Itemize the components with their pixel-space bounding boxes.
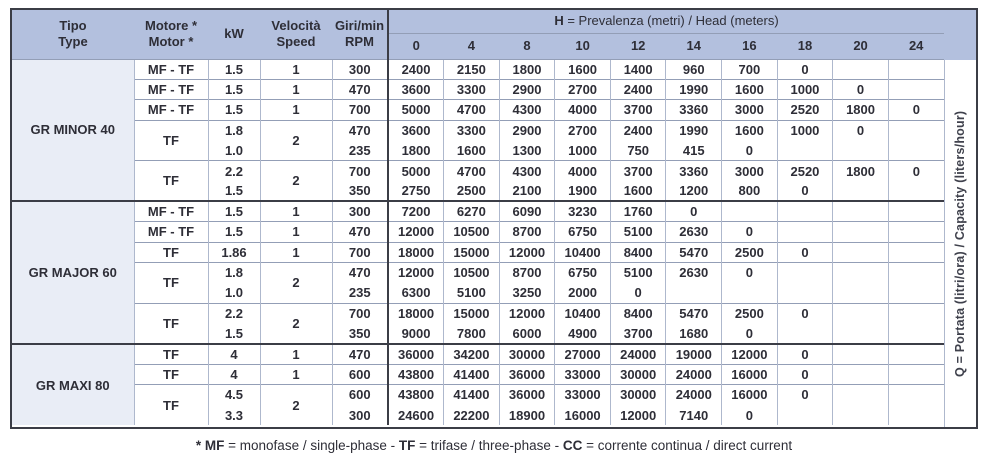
capacity-cell: 1680 bbox=[666, 323, 722, 343]
capacity-cell: 30000 bbox=[610, 385, 666, 405]
table-row bbox=[12, 222, 944, 242]
capacity-cell bbox=[666, 283, 722, 303]
capacity-cell: 33000 bbox=[555, 364, 611, 384]
capacity-cell: 1300 bbox=[499, 140, 555, 160]
kw-cell: 2.2 bbox=[208, 303, 260, 323]
motor-cell: TF bbox=[134, 242, 208, 262]
capacity-cell: 0 bbox=[722, 140, 778, 160]
capacity-cell: 6750 bbox=[555, 262, 611, 282]
kw-cell: 1.8 bbox=[208, 120, 260, 140]
head-title: H = Prevalenza (metri) / Head (meters) bbox=[388, 10, 944, 33]
head-h-12: 12 bbox=[610, 33, 666, 59]
capacity-cell: 2100 bbox=[499, 181, 555, 201]
capacity-cell: 12000 bbox=[722, 344, 778, 364]
capacity-cell bbox=[833, 59, 889, 79]
capacity-cell: 2500 bbox=[722, 303, 778, 323]
capacity-cell: 1900 bbox=[555, 181, 611, 201]
kw-cell: 4.5 bbox=[208, 385, 260, 405]
table-row bbox=[12, 79, 944, 99]
capacity-cell: 10500 bbox=[444, 262, 500, 282]
speed-cell: 1 bbox=[260, 222, 332, 242]
motor-cell: TF bbox=[134, 385, 208, 426]
capacity-cell bbox=[833, 344, 889, 364]
capacity-cell: 4000 bbox=[555, 161, 611, 181]
capacity-cell: 1760 bbox=[610, 201, 666, 221]
capacity-cell: 1800 bbox=[833, 100, 889, 120]
capacity-cell: 6750 bbox=[555, 222, 611, 242]
capacity-cell bbox=[888, 120, 944, 140]
capacity-cell: 16000 bbox=[555, 405, 611, 425]
rpm-cell: 350 bbox=[332, 323, 388, 343]
capacity-cell: 36000 bbox=[499, 385, 555, 405]
capacity-cell: 2000 bbox=[555, 283, 611, 303]
speed-cell: 2 bbox=[260, 262, 332, 303]
capacity-cell bbox=[888, 303, 944, 323]
capacity-cell: 0 bbox=[722, 323, 778, 343]
capacity-cell bbox=[833, 140, 889, 160]
capacity-cell: 34200 bbox=[444, 344, 500, 364]
head-h-10: 10 bbox=[555, 33, 611, 59]
capacity-cell: 1000 bbox=[555, 140, 611, 160]
q-capacity-axis-label: Q = Portata (litri/ora) / Capacity (liters/hour) bbox=[953, 110, 967, 377]
capacity-cell: 1600 bbox=[722, 79, 778, 99]
capacity-cell: 415 bbox=[666, 140, 722, 160]
capacity-cell: 5470 bbox=[666, 303, 722, 323]
capacity-cell: 2900 bbox=[499, 79, 555, 99]
capacity-cell: 3600 bbox=[388, 79, 444, 99]
capacity-cell: 2630 bbox=[666, 262, 722, 282]
motor-cell: TF bbox=[134, 161, 208, 202]
capacity-cell: 7200 bbox=[388, 201, 444, 221]
capacity-cell: 4300 bbox=[499, 161, 555, 181]
capacity-cell bbox=[833, 405, 889, 425]
capacity-cell: 2500 bbox=[722, 242, 778, 262]
capacity-cell: 0 bbox=[777, 385, 833, 405]
column-header-velocita: Velocità Speed bbox=[260, 10, 332, 59]
capacity-cell: 2700 bbox=[555, 79, 611, 99]
capacity-cell: 16000 bbox=[722, 364, 778, 384]
speed-cell: 2 bbox=[260, 161, 332, 202]
table-row bbox=[12, 344, 944, 364]
head-h-4: 4 bbox=[444, 33, 500, 59]
capacity-cell: 1000 bbox=[777, 120, 833, 140]
capacity-cell: 8400 bbox=[610, 242, 666, 262]
capacity-cell: 4300 bbox=[499, 100, 555, 120]
table-header bbox=[12, 10, 944, 59]
capacity-cell: 7800 bbox=[444, 323, 500, 343]
capacity-cell bbox=[777, 222, 833, 242]
kw-cell: 1.0 bbox=[208, 283, 260, 303]
rpm-cell: 700 bbox=[332, 161, 388, 181]
capacity-cell bbox=[833, 364, 889, 384]
head-h-24: 24 bbox=[888, 33, 944, 59]
capacity-cell: 0 bbox=[777, 242, 833, 262]
speed-cell: 1 bbox=[260, 364, 332, 384]
capacity-cell bbox=[777, 405, 833, 425]
column-header-giri: Giri/min RPM bbox=[332, 10, 388, 59]
rpm-cell: 700 bbox=[332, 303, 388, 323]
capacity-cell bbox=[833, 385, 889, 405]
capacity-cell: 36000 bbox=[388, 344, 444, 364]
motor-cell: MF - TF bbox=[134, 79, 208, 99]
capacity-cell: 0 bbox=[777, 344, 833, 364]
motor-cell: TF bbox=[134, 120, 208, 161]
capacity-cell bbox=[888, 364, 944, 384]
pump-type-cell: GR MAXI 80 bbox=[12, 344, 134, 425]
capacity-cell: 2150 bbox=[444, 59, 500, 79]
kw-cell: 1.0 bbox=[208, 140, 260, 160]
motor-cell: TF bbox=[134, 364, 208, 384]
capacity-cell: 0 bbox=[666, 201, 722, 221]
rpm-cell: 350 bbox=[332, 181, 388, 201]
rpm-cell: 470 bbox=[332, 222, 388, 242]
table-row bbox=[12, 161, 944, 181]
capacity-cell bbox=[888, 385, 944, 405]
capacity-cell: 3000 bbox=[722, 161, 778, 181]
kw-cell: 2.2 bbox=[208, 161, 260, 181]
capacity-cell: 2750 bbox=[388, 181, 444, 201]
capacity-cell bbox=[833, 181, 889, 201]
pump-type-cell: GR MINOR 40 bbox=[12, 59, 134, 201]
motor-cell: MF - TF bbox=[134, 222, 208, 242]
speed-cell: 1 bbox=[260, 242, 332, 262]
column-header-kw: kW bbox=[208, 10, 260, 59]
capacity-cell: 1800 bbox=[833, 161, 889, 181]
capacity-cell: 1000 bbox=[777, 79, 833, 99]
capacity-cell: 700 bbox=[722, 59, 778, 79]
capacity-cell bbox=[888, 283, 944, 303]
column-header-tipo: Tipo Type bbox=[12, 10, 134, 59]
table-row bbox=[12, 120, 944, 140]
capacity-cell: 5100 bbox=[610, 262, 666, 282]
capacity-cell bbox=[888, 344, 944, 364]
data-table bbox=[12, 10, 944, 425]
capacity-cell bbox=[722, 283, 778, 303]
capacity-cell: 0 bbox=[777, 181, 833, 201]
capacity-cell: 1600 bbox=[610, 181, 666, 201]
capacity-cell: 24000 bbox=[610, 344, 666, 364]
motor-cell: MF - TF bbox=[134, 201, 208, 221]
speed-cell: 2 bbox=[260, 385, 332, 426]
capacity-cell: 18000 bbox=[388, 242, 444, 262]
capacity-cell: 960 bbox=[666, 59, 722, 79]
rpm-cell: 470 bbox=[332, 79, 388, 99]
capacity-cell: 41400 bbox=[444, 385, 500, 405]
table-row bbox=[12, 59, 944, 79]
capacity-cell: 2400 bbox=[610, 120, 666, 140]
capacity-cell: 8700 bbox=[499, 222, 555, 242]
kw-cell: 1.5 bbox=[208, 201, 260, 221]
capacity-cell: 2500 bbox=[444, 181, 500, 201]
capacity-cell: 5100 bbox=[610, 222, 666, 242]
capacity-cell: 4700 bbox=[444, 100, 500, 120]
head-h-20: 20 bbox=[833, 33, 889, 59]
table-row bbox=[12, 364, 944, 384]
capacity-cell: 9000 bbox=[388, 323, 444, 343]
capacity-cell: 0 bbox=[722, 405, 778, 425]
capacity-cell: 0 bbox=[777, 59, 833, 79]
motor-cell: MF - TF bbox=[134, 100, 208, 120]
capacity-cell bbox=[888, 140, 944, 160]
capacity-cell: 1200 bbox=[666, 181, 722, 201]
capacity-cell: 0 bbox=[833, 79, 889, 99]
rpm-cell: 470 bbox=[332, 262, 388, 282]
motor-cell: TF bbox=[134, 344, 208, 364]
capacity-cell: 41400 bbox=[444, 364, 500, 384]
table-row bbox=[12, 262, 944, 282]
capacity-cell: 0 bbox=[888, 100, 944, 120]
capacity-cell: 0 bbox=[722, 262, 778, 282]
capacity-cell bbox=[888, 262, 944, 282]
kw-cell: 4 bbox=[208, 344, 260, 364]
rpm-cell: 300 bbox=[332, 405, 388, 425]
column-header-motore: Motore * Motor * bbox=[134, 10, 208, 59]
capacity-cell: 3700 bbox=[610, 323, 666, 343]
rpm-cell: 600 bbox=[332, 364, 388, 384]
capacity-cell: 3360 bbox=[666, 161, 722, 181]
motor-cell: MF - TF bbox=[134, 59, 208, 79]
capacity-cell: 2400 bbox=[388, 59, 444, 79]
q-capacity-strip bbox=[944, 10, 976, 427]
capacity-cell bbox=[833, 323, 889, 343]
capacity-cell: 12000 bbox=[388, 262, 444, 282]
speed-cell: 1 bbox=[260, 59, 332, 79]
pump-type-cell: GR MAJOR 60 bbox=[12, 201, 134, 343]
capacity-cell: 36000 bbox=[499, 364, 555, 384]
capacity-cell: 1600 bbox=[555, 59, 611, 79]
capacity-cell: 2400 bbox=[610, 79, 666, 99]
capacity-cell: 3300 bbox=[444, 79, 500, 99]
capacity-cell: 0 bbox=[777, 364, 833, 384]
capacity-cell: 1990 bbox=[666, 79, 722, 99]
capacity-cell bbox=[722, 201, 778, 221]
capacity-cell: 2700 bbox=[555, 120, 611, 140]
capacity-cell bbox=[777, 262, 833, 282]
speed-cell: 2 bbox=[260, 303, 332, 344]
rpm-cell: 470 bbox=[332, 344, 388, 364]
capacity-cell: 30000 bbox=[499, 344, 555, 364]
speed-cell: 2 bbox=[260, 120, 332, 161]
capacity-cell: 800 bbox=[722, 181, 778, 201]
capacity-cell: 24600 bbox=[388, 405, 444, 425]
capacity-cell bbox=[833, 283, 889, 303]
capacity-cell: 6270 bbox=[444, 201, 500, 221]
rpm-cell: 235 bbox=[332, 140, 388, 160]
capacity-cell: 12000 bbox=[499, 242, 555, 262]
capacity-cell: 3300 bbox=[444, 120, 500, 140]
rpm-cell: 300 bbox=[332, 201, 388, 221]
capacity-cell bbox=[777, 140, 833, 160]
capacity-cell: 24000 bbox=[666, 364, 722, 384]
capacity-cell: 0 bbox=[610, 283, 666, 303]
kw-cell: 4 bbox=[208, 364, 260, 384]
capacity-cell: 27000 bbox=[555, 344, 611, 364]
capacity-cell bbox=[888, 222, 944, 242]
capacity-cell: 1600 bbox=[444, 140, 500, 160]
capacity-cell: 1400 bbox=[610, 59, 666, 79]
capacity-cell: 10400 bbox=[555, 303, 611, 323]
capacity-cell bbox=[888, 201, 944, 221]
capacity-cell: 3000 bbox=[722, 100, 778, 120]
capacity-cell: 4700 bbox=[444, 161, 500, 181]
speed-cell: 1 bbox=[260, 344, 332, 364]
capacity-cell: 1990 bbox=[666, 120, 722, 140]
capacity-cell bbox=[888, 79, 944, 99]
table-row bbox=[12, 201, 944, 221]
capacity-cell: 3700 bbox=[610, 100, 666, 120]
speed-cell: 1 bbox=[260, 100, 332, 120]
capacity-cell: 5000 bbox=[388, 100, 444, 120]
capacity-cell bbox=[888, 181, 944, 201]
capacity-cell: 5100 bbox=[444, 283, 500, 303]
capacity-cell bbox=[888, 405, 944, 425]
capacity-cell: 3230 bbox=[555, 201, 611, 221]
capacity-cell: 6000 bbox=[499, 323, 555, 343]
head-h-16: 16 bbox=[722, 33, 778, 59]
capacity-cell: 5000 bbox=[388, 161, 444, 181]
capacity-cell: 16000 bbox=[722, 385, 778, 405]
capacity-cell: 8400 bbox=[610, 303, 666, 323]
kw-cell: 1.86 bbox=[208, 242, 260, 262]
motor-cell: TF bbox=[134, 303, 208, 344]
capacity-cell: 43800 bbox=[388, 385, 444, 405]
speed-cell: 1 bbox=[260, 201, 332, 221]
capacity-cell: 7140 bbox=[666, 405, 722, 425]
kw-cell: 1.5 bbox=[208, 222, 260, 242]
head-h-14: 14 bbox=[666, 33, 722, 59]
capacity-cell: 2520 bbox=[777, 100, 833, 120]
capacity-cell bbox=[888, 323, 944, 343]
capacity-cell: 4000 bbox=[555, 100, 611, 120]
rpm-cell: 700 bbox=[332, 100, 388, 120]
table-row bbox=[12, 100, 944, 120]
head-h-18: 18 bbox=[777, 33, 833, 59]
capacity-cell: 3700 bbox=[610, 161, 666, 181]
table-row bbox=[12, 385, 944, 405]
table-row bbox=[12, 303, 944, 323]
capacity-cell: 24000 bbox=[666, 385, 722, 405]
capacity-cell: 0 bbox=[888, 161, 944, 181]
capacity-cell: 4900 bbox=[555, 323, 611, 343]
capacity-cell: 10400 bbox=[555, 242, 611, 262]
kw-cell: 1.5 bbox=[208, 323, 260, 343]
rpm-cell: 300 bbox=[332, 59, 388, 79]
kw-cell: 1.5 bbox=[208, 181, 260, 201]
capacity-cell: 750 bbox=[610, 140, 666, 160]
rpm-cell: 470 bbox=[332, 120, 388, 140]
capacity-cell bbox=[833, 201, 889, 221]
capacity-cell: 0 bbox=[833, 120, 889, 140]
kw-cell: 1.5 bbox=[208, 59, 260, 79]
capacity-cell: 6300 bbox=[388, 283, 444, 303]
capacity-cell: 1600 bbox=[722, 120, 778, 140]
capacity-cell: 43800 bbox=[388, 364, 444, 384]
rpm-cell: 235 bbox=[332, 283, 388, 303]
capacity-cell bbox=[833, 303, 889, 323]
kw-cell: 1.5 bbox=[208, 79, 260, 99]
capacity-cell: 10500 bbox=[444, 222, 500, 242]
capacity-cell: 22200 bbox=[444, 405, 500, 425]
capacity-cell: 18000 bbox=[388, 303, 444, 323]
capacity-cell bbox=[833, 222, 889, 242]
capacity-cell bbox=[777, 323, 833, 343]
capacity-cell: 12000 bbox=[610, 405, 666, 425]
footnote: * MF = monofase / single-phase - TF = trifase / three-phase - CC = corrente continua / direct current bbox=[195, 438, 793, 453]
capacity-cell: 2520 bbox=[777, 161, 833, 181]
capacity-cell: 3600 bbox=[388, 120, 444, 140]
capacity-cell: 1800 bbox=[499, 59, 555, 79]
pump-head-capacity-table bbox=[10, 8, 978, 429]
capacity-cell: 6090 bbox=[499, 201, 555, 221]
capacity-cell: 8700 bbox=[499, 262, 555, 282]
capacity-cell bbox=[833, 242, 889, 262]
capacity-cell bbox=[777, 201, 833, 221]
capacity-cell: 3250 bbox=[499, 283, 555, 303]
kw-cell: 1.8 bbox=[208, 262, 260, 282]
capacity-cell: 12000 bbox=[388, 222, 444, 242]
table-row bbox=[12, 242, 944, 262]
capacity-cell: 5470 bbox=[666, 242, 722, 262]
capacity-cell: 12000 bbox=[499, 303, 555, 323]
motor-cell: TF bbox=[134, 262, 208, 303]
capacity-cell: 0 bbox=[777, 303, 833, 323]
capacity-cell bbox=[833, 262, 889, 282]
capacity-cell: 18900 bbox=[499, 405, 555, 425]
capacity-cell: 15000 bbox=[444, 303, 500, 323]
capacity-cell: 2900 bbox=[499, 120, 555, 140]
capacity-cell: 19000 bbox=[666, 344, 722, 364]
capacity-cell: 30000 bbox=[610, 364, 666, 384]
rpm-cell: 700 bbox=[332, 242, 388, 262]
capacity-cell: 33000 bbox=[555, 385, 611, 405]
head-h-8: 8 bbox=[499, 33, 555, 59]
capacity-cell bbox=[888, 242, 944, 262]
capacity-cell: 15000 bbox=[444, 242, 500, 262]
kw-cell: 1.5 bbox=[208, 100, 260, 120]
kw-cell: 3.3 bbox=[208, 405, 260, 425]
capacity-cell: 2630 bbox=[666, 222, 722, 242]
rpm-cell: 600 bbox=[332, 385, 388, 405]
capacity-cell bbox=[888, 59, 944, 79]
capacity-cell bbox=[777, 283, 833, 303]
capacity-cell: 1800 bbox=[388, 140, 444, 160]
head-h-0: 0 bbox=[388, 33, 444, 59]
capacity-cell: 0 bbox=[722, 222, 778, 242]
speed-cell: 1 bbox=[260, 79, 332, 99]
capacity-cell: 3360 bbox=[666, 100, 722, 120]
